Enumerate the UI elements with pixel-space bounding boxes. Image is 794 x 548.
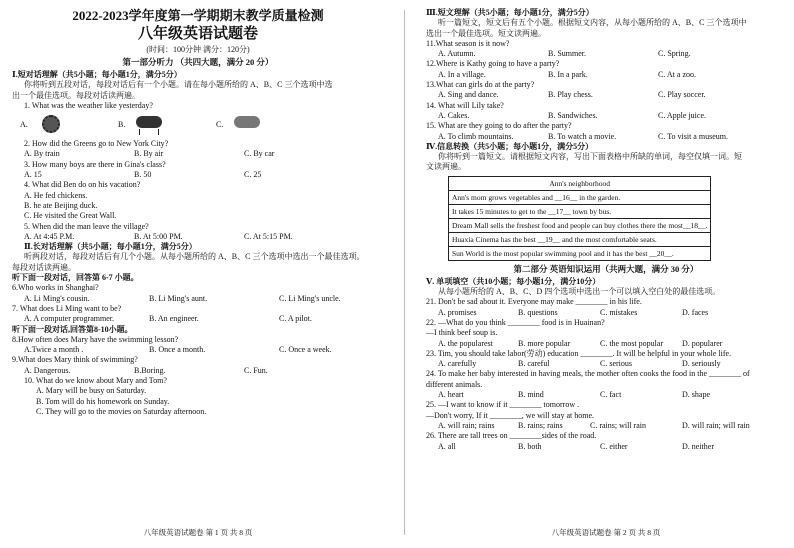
table-row: It takes 15 minutes to get to the __17__ town by bus. bbox=[449, 204, 711, 218]
option-b: B. Play chess. bbox=[548, 90, 593, 100]
option-b: B. Li Ming's aunt. bbox=[149, 293, 208, 303]
option-a: A. Cakes. bbox=[438, 110, 470, 120]
question-26-options bbox=[426, 442, 786, 452]
option-d: D. faces bbox=[682, 307, 709, 317]
left-page bbox=[12, 8, 384, 538]
section4-instruction: 你将听到一篇短文。请根据短文内容，写出下面表格中所缺的单词，每空仅填一词。短 bbox=[438, 152, 742, 162]
table-row: Huaxia Cinema has the best __19__ and the most comfortable seats. bbox=[449, 232, 711, 246]
section3-heading: Ⅲ.短文理解（共5小题；每小题1分，满分5分） bbox=[426, 8, 594, 17]
question-3: 3. How many boys are there in Gina's class? bbox=[24, 159, 166, 169]
option-b: B. careful bbox=[518, 359, 550, 369]
section1-instruction: 你将听到五段对话，每段对话后有一个小题。请在每小题所给的 A、B、C 三个选项中选 bbox=[24, 80, 333, 90]
question-10: 10. What do we know about Mary and Tom? bbox=[24, 376, 167, 386]
question-7: 7. What does Li Ming want to be? bbox=[12, 303, 122, 313]
rainy-icon bbox=[136, 113, 164, 135]
question-24-options bbox=[426, 390, 786, 400]
option-b: B. questions bbox=[518, 307, 558, 317]
question-22-cont: —I think beef soup is. bbox=[426, 328, 498, 338]
option-a: A. A computer programmer. bbox=[24, 314, 114, 324]
question-25-cont: —Don't worry, If it ________, we will stay at home. bbox=[426, 410, 595, 420]
question-21-options bbox=[426, 308, 786, 318]
option-c: C. Fun. bbox=[244, 365, 268, 375]
option-d: D. seriously bbox=[682, 359, 721, 369]
question-14-options bbox=[426, 111, 786, 121]
question-1: 1. What was the weather like yesterday? bbox=[24, 100, 153, 110]
question-2: 2. How did the Greens go to New York City? bbox=[24, 139, 169, 149]
section3-instruction-cont: 选出一个最佳选项。短文读两遍。 bbox=[426, 28, 546, 38]
option-a: A. carefully bbox=[438, 359, 477, 369]
table-row: Sun World is the most popular swimming pool and it has the best __20__. bbox=[449, 246, 711, 260]
option-c: C. A pilot. bbox=[279, 314, 312, 324]
section5-instruction: 从每小题所给的 A、B、C、D 四个选项中选出一个可以填入空白处的最佳选项。 bbox=[438, 287, 721, 297]
option-a: A. Li Ming's cousin. bbox=[24, 293, 90, 303]
question-15-options bbox=[426, 132, 786, 142]
option-c: C. At 5:15 PM. bbox=[244, 231, 293, 241]
section1-instruction-cont: 出一个最佳选项。每段对话读两遍。 bbox=[12, 90, 140, 100]
option-d: D. popularer bbox=[682, 338, 723, 348]
page-footer: 八年级英语试题卷 第 1 页 共 8 页 bbox=[143, 528, 253, 537]
exam-time-info: (时间：100分钟 满分：120分) bbox=[146, 45, 250, 54]
question-22: 22. —What do you think ________ food is in Huainan? bbox=[426, 317, 605, 327]
option-d: D. shape bbox=[682, 390, 710, 400]
question-26: 26. There are tall trees on ________sides of the road. bbox=[426, 431, 597, 441]
question-24-cont: different animals. bbox=[426, 379, 483, 389]
conversation-2-heading: 听下面一段对话,回答第8-10小题。 bbox=[12, 324, 133, 334]
option-a: A. Autumn. bbox=[438, 49, 476, 59]
option-a: A. Dangerous. bbox=[24, 365, 71, 375]
option-a: A. In a village. bbox=[438, 69, 486, 79]
exam-subject-title: 八年级英语试题卷 bbox=[137, 26, 258, 42]
question-5-options bbox=[12, 232, 384, 242]
option-b: B. To watch a movie. bbox=[548, 131, 617, 141]
option-a: A. At 4:45 P.M. bbox=[24, 231, 75, 241]
question-6-options bbox=[12, 294, 384, 304]
option-a: A. Mary will be busy on Saturday. bbox=[36, 386, 147, 396]
question-24: 24. To make her baby interested in having meals, the mother often cooks the food in the ________ of bbox=[426, 369, 750, 379]
option-c: C. Li Ming's uncle. bbox=[279, 293, 341, 303]
question-23: 23. Tim, you should take labor(劳动) education ________. It will be helpful in your whole life. bbox=[426, 348, 732, 358]
option-c: C. rains; will rain bbox=[590, 420, 646, 430]
question-1-options bbox=[12, 111, 384, 139]
table-row: Ann's mom grows vegetables and __16__ in the garden. bbox=[449, 190, 711, 204]
option-c: C. 25 bbox=[244, 170, 262, 180]
option-c: C. serious bbox=[600, 359, 632, 369]
section2-heading: Ⅱ.长对话理解（共5小题；每小题1分，满分5分） bbox=[24, 242, 197, 252]
sunny-icon bbox=[38, 113, 66, 135]
question-2-options bbox=[12, 149, 384, 159]
option-b: B. In a park. bbox=[548, 69, 588, 79]
option-b: B. rains; rains bbox=[518, 420, 563, 430]
option-c: C. At a zoo. bbox=[658, 69, 696, 79]
option-a: A. By train bbox=[24, 149, 60, 159]
option-c: C. fact bbox=[600, 390, 622, 400]
option-b: B. 50 bbox=[134, 170, 152, 180]
info-table bbox=[448, 176, 711, 261]
question-4: 4. What did Ben do on his vacation? bbox=[24, 180, 141, 190]
table-row: Dream Mall sells the freshest food and people can buy clothes there the most__18__. bbox=[449, 218, 711, 232]
option-b: B. Once a month. bbox=[149, 345, 206, 355]
option-c: C. mistakes bbox=[600, 307, 638, 317]
option-c: C. Apple juice. bbox=[658, 110, 706, 120]
option-a: A. He fed chickens. bbox=[24, 190, 88, 200]
option-a: A. 15 bbox=[24, 170, 42, 180]
option-c: C. By car bbox=[244, 149, 275, 159]
section4-instruction-cont: 文读两遍。 bbox=[426, 162, 466, 172]
question-6: 6.Who works in Shanghai? bbox=[12, 283, 99, 293]
option-c: C. He visited the Great Wall. bbox=[24, 211, 117, 221]
question-8-options bbox=[12, 345, 384, 355]
option-label: C. bbox=[216, 120, 224, 130]
question-3-options bbox=[12, 170, 384, 180]
question-9-options bbox=[12, 366, 384, 376]
option-a: A. all bbox=[438, 441, 456, 451]
option-a: A.Twice a month . bbox=[24, 345, 84, 355]
question-25-options bbox=[426, 421, 786, 431]
question-25: 25. —I want to know if it ________ tomorrow . bbox=[426, 400, 580, 410]
option-c: C. Play soccer. bbox=[658, 90, 706, 100]
option-d: D. will rain; will rain bbox=[682, 420, 750, 430]
section3-instruction: 听一篇短文，短文后有五个小题。根据短文内容，从每小题所给的 A、B、C 三个选项中 bbox=[438, 18, 747, 28]
right-page bbox=[426, 8, 786, 538]
option-a: A. will rain; rains bbox=[438, 420, 495, 430]
option-label: A. bbox=[20, 120, 28, 130]
question-15: 15. What are they going to do after the party? bbox=[426, 121, 572, 131]
exam-title: 2022-2023学年度第一学期期末教学质量检测 bbox=[72, 8, 324, 23]
option-c: C. the most popular bbox=[600, 338, 664, 348]
option-b: B. An engineer. bbox=[149, 314, 199, 324]
table-title: Ann's neighborhood bbox=[449, 176, 711, 190]
question-8: 8.How often does Mary have the swimming lesson? bbox=[12, 334, 179, 344]
page-divider bbox=[404, 10, 405, 535]
option-b: B. more popular bbox=[518, 338, 571, 348]
option-a: A. To climb mountains. bbox=[438, 131, 514, 141]
section2-instruction-cont: 每段对话读两遍。 bbox=[12, 262, 76, 272]
question-13-options bbox=[426, 90, 786, 100]
question-9: 9.What does Mary think of swimming? bbox=[12, 355, 138, 365]
option-b: B. Summer. bbox=[548, 49, 587, 59]
option-c: C. Spring. bbox=[658, 49, 691, 59]
section1-heading: Ⅰ.短对话理解（共5小题；每小题1分，满分5分） bbox=[12, 70, 182, 79]
option-b: B. mind bbox=[518, 390, 544, 400]
option-a: A. promises bbox=[438, 307, 477, 317]
question-21: 21. Don't be sad about it. Everyone may make ________ in his life. bbox=[426, 297, 642, 307]
option-c: C. either bbox=[600, 441, 628, 451]
option-c: C. They will go to the movies on Saturday afternoon. bbox=[36, 406, 207, 416]
option-d: D. neither bbox=[682, 441, 714, 451]
option-a: A. the popularest bbox=[438, 338, 493, 348]
question-12: 12.Where is Kathy going to have a party? bbox=[426, 59, 560, 69]
option-label: B. bbox=[118, 120, 126, 130]
question-13: 13.What can girls do at the party? bbox=[426, 80, 535, 90]
option-b: B. At 5:00 PM. bbox=[134, 231, 183, 241]
part2-heading: 第二部分 英语知识运用（共两大题，满分 30 分） bbox=[513, 263, 699, 274]
option-b: B. both bbox=[518, 441, 542, 451]
section2-instruction: 听两段对话，每段对话后有几个小题。从每小题所给的 A、B、C 三个选项中选出一个最佳选项。 bbox=[24, 252, 365, 262]
cloudy-icon bbox=[234, 113, 262, 135]
question-7-options bbox=[12, 314, 384, 324]
question-11-options bbox=[426, 49, 786, 59]
option-b: B. Sandwiches. bbox=[548, 110, 598, 120]
option-c: C. Once a week. bbox=[279, 345, 332, 355]
question-12-options bbox=[426, 70, 786, 80]
question-5: 5. When did the man leave the village? bbox=[24, 221, 149, 231]
question-14: 14. What will Lily take? bbox=[426, 100, 504, 110]
section4-heading: Ⅳ.信息转换（共5小题；每小题1分，满分5分） bbox=[426, 141, 594, 151]
section5-heading: Ⅴ. 单项填空（共10小题；每小题1分，满分10分） bbox=[426, 276, 601, 286]
conversation-1-heading: 听下面一段对话，回答第 6-7 小题。 bbox=[12, 273, 139, 283]
option-c: C. To visit a museum. bbox=[658, 131, 728, 141]
page-footer: 八年级英语试题卷 第 2 页 共 8 页 bbox=[551, 528, 661, 537]
part1-heading: 第一部分听力 （共四大题，满分 20 分） bbox=[122, 57, 274, 67]
option-a: A. heart bbox=[438, 390, 464, 400]
option-a: A. Sing and dance. bbox=[438, 90, 499, 100]
question-11: 11.What season is it now? bbox=[426, 38, 510, 48]
question-22-options bbox=[426, 339, 786, 349]
option-b: B.Boring. bbox=[134, 365, 166, 375]
question-23-options bbox=[426, 359, 786, 369]
option-b: B. he ate Beijing duck. bbox=[24, 200, 98, 210]
option-b: B. Tom will do his homework on Sunday. bbox=[36, 396, 170, 406]
option-b: B. By air bbox=[134, 149, 164, 159]
